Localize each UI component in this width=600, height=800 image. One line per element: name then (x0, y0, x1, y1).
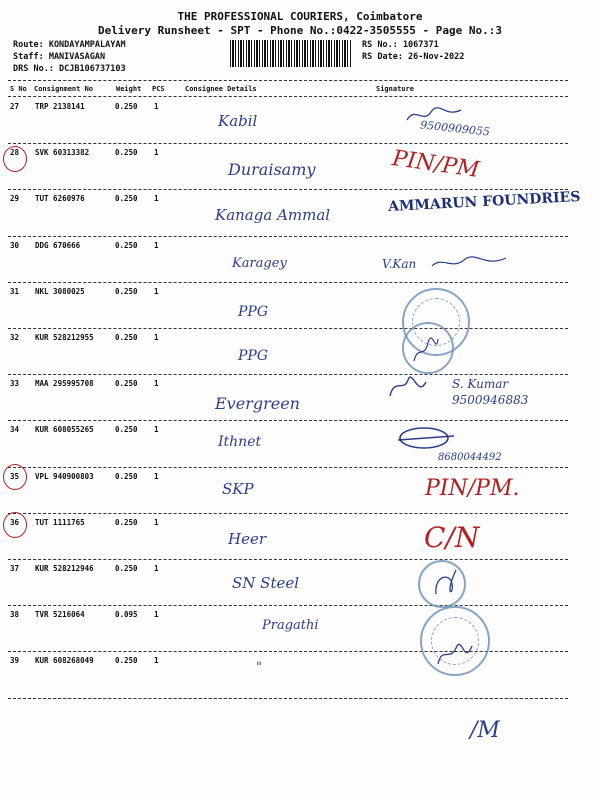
consignee-hand-35: SKP (222, 480, 254, 498)
row-sno: 32 (10, 333, 20, 342)
route-label: Route: KONDAYAMPALAYAM (13, 40, 126, 50)
row-pcs: 1 (154, 240, 159, 250)
signature-scribble-33 (386, 374, 428, 402)
consignee-hand-38: Pragathi (262, 618, 319, 633)
signature-34: 8680044492 (438, 452, 502, 463)
row-pcs: 1 (154, 656, 159, 666)
consignee-hand-32: PPG (238, 348, 269, 364)
row-weight: 0.250 (115, 240, 138, 250)
row-weight: 0.250 (115, 564, 138, 573)
table-row (0, 652, 600, 698)
table-row (0, 560, 600, 606)
row-pcs: 1 (154, 194, 159, 204)
row-consignment-no: DDG 670666 (35, 240, 81, 250)
row-consignment-no: NKL 3080025 (35, 286, 85, 296)
red-circle-mark-36 (3, 512, 27, 538)
signature-scribble-37 (430, 566, 460, 598)
row-pcs: 1 (154, 102, 159, 111)
col-consignment: Consignment No (34, 85, 94, 93)
signature-scribble-32 (410, 335, 440, 365)
table-row (0, 421, 600, 467)
header-rule-top (8, 80, 568, 81)
row-weight: 0.250 (115, 379, 138, 389)
consignee-hand-27: Kabil (218, 112, 258, 130)
barcode (230, 40, 352, 67)
signature-36: C/N (424, 521, 480, 554)
report-title: THE PROFESSIONAL COURIERS, Coimbatore (177, 10, 423, 23)
row-weight: 0.250 (115, 148, 138, 158)
row-consignment-no: TVR 5216064 (35, 610, 85, 620)
row-pcs: 1 (154, 564, 159, 573)
signature-30: V.Kan (382, 257, 417, 271)
row-consignment-no: TRP 2138141 (35, 102, 85, 111)
header-rule-bottom (8, 96, 568, 97)
signature-28: PIN/PM (390, 146, 481, 183)
col-weight: Weight (116, 85, 142, 93)
row-pcs: 1 (154, 333, 159, 342)
row-weight: 0.250 (115, 425, 138, 435)
row-weight: 0.250 (115, 656, 138, 666)
signature-35: PIN/PM. (425, 476, 520, 501)
row-sno: 36 (10, 517, 20, 527)
row-weight: 0.250 (115, 333, 138, 342)
consignee-hand-30: Karagey (232, 256, 287, 271)
row-consignment-no: KUR 528212955 (35, 333, 94, 342)
row-pcs: 1 (154, 148, 159, 158)
row-consignment-no: SVK 60313382 (35, 148, 90, 158)
row-sno: 37 (10, 564, 20, 573)
company-stamp-29: AMMARUN FOUNDRIES (387, 188, 581, 216)
row-consignment-no: VPL 940900803 (35, 471, 94, 481)
row-pcs: 1 (154, 517, 159, 527)
row-weight: 0.250 (115, 471, 138, 481)
row-weight: 0.250 (115, 286, 138, 296)
row-sno: 33 (10, 379, 20, 389)
col-signature: Signature (376, 85, 414, 93)
row-weight: 0.095 (115, 610, 138, 620)
row-consignment-no: KUR 608055265 (35, 425, 94, 435)
row-sno: 38 (10, 610, 20, 620)
table-row (0, 329, 600, 375)
row-weight: 0.250 (115, 194, 138, 204)
row-weight: 0.250 (115, 517, 138, 527)
row-weight: 0.250 (115, 102, 138, 111)
report-subtitle: Delivery Runsheet - SPT - Phone No.:0422-3505555 - Page No.:3 (98, 24, 502, 37)
row-consignment-no: TUT 6260976 (35, 194, 85, 204)
table-row (0, 98, 600, 144)
consignee-hand-29: Kanaga Ammal (215, 206, 331, 224)
consignee-hand-33: Evergreen (215, 394, 300, 413)
signature-scribble-27 (405, 104, 465, 126)
row-sno: 34 (10, 425, 20, 435)
bottom-rule (8, 698, 568, 699)
signature-scribble-34 (396, 424, 456, 454)
consignee-hand-37: SN Steel (232, 574, 300, 592)
table-row (0, 237, 600, 283)
table-row (0, 283, 600, 329)
row-sno: 31 (10, 286, 20, 296)
consignee-hand-39: " (256, 660, 262, 675)
row-consignment-no: KUR 528212946 (35, 564, 94, 573)
col-pcs: PCS (152, 85, 165, 93)
staff-label: Staff: MANIVASAGAN (13, 52, 106, 62)
row-consignment-no: TUT 1111765 (35, 517, 85, 527)
drs-number: DRS No.: DCJB106737103 (13, 64, 126, 74)
consignee-hand-36: Heer (228, 530, 267, 548)
row-sno: 29 (10, 194, 20, 204)
row-sno: 35 (10, 471, 20, 481)
row-sno: 28 (10, 148, 20, 158)
consignee-hand-34: Ithnet (218, 434, 262, 450)
row-consignment-no: KUR 608268049 (35, 656, 94, 666)
rs-date: RS Date: 26-Nov-2022 (362, 52, 465, 62)
consignee-hand-31: PPG (238, 304, 269, 320)
row-pcs: 1 (154, 471, 159, 481)
row-sno: 39 (10, 656, 20, 666)
col-sno: S No (10, 85, 27, 93)
rs-number: RS No.: 1067371 (362, 40, 439, 50)
row-pcs: 1 (154, 286, 159, 296)
row-pcs: 1 (154, 379, 159, 389)
table-row (0, 514, 600, 560)
row-pcs: 1 (154, 610, 159, 620)
signature-scribble-39 (434, 640, 474, 670)
row-pcs: 1 (154, 425, 159, 435)
signature-27: 9500909055 (419, 118, 491, 139)
consignee-hand-28: Duraisamy (228, 160, 316, 179)
signature-33: S. Kumar 9500946883 (452, 377, 529, 407)
signature-scribble-30 (430, 254, 510, 272)
row-consignment-no: MAA 295995708 (35, 379, 94, 389)
footer-initials: /M (470, 718, 500, 743)
red-circle-mark-35 (3, 464, 27, 490)
row-sno: 27 (10, 102, 20, 111)
red-circle-mark-28 (3, 146, 27, 172)
row-sno: 30 (10, 240, 20, 250)
col-consignee: Consignee Details (185, 85, 257, 93)
